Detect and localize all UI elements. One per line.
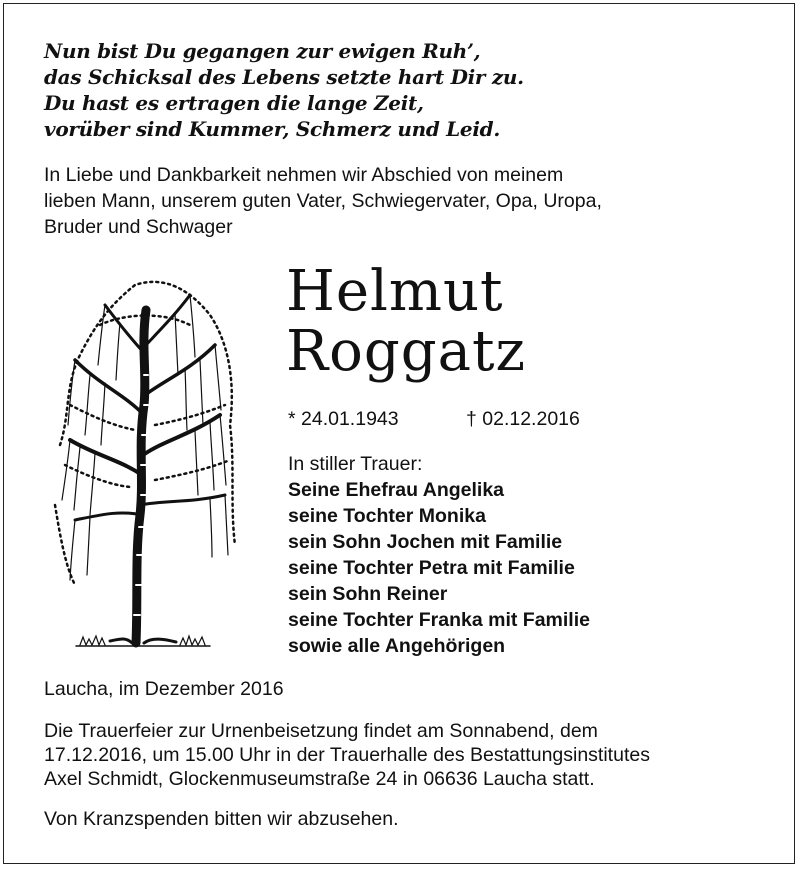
no-flowers-note: Von Kranzspenden bitten wir abzusehen.	[44, 808, 399, 830]
mourner: sein Sohn Reiner	[288, 583, 448, 605]
intro-line: lieben Mann, unserem guten Vater, Schwiegervater, Opa, Uropa,	[44, 190, 602, 212]
intro-line: Bruder und Schwager	[44, 216, 233, 238]
intro-line: In Liebe und Dankbarkeit nehmen wir Abschied von meinem	[44, 164, 564, 186]
first-name: Helmut	[286, 259, 504, 324]
mourner: seine Tochter Monika	[288, 505, 486, 527]
mourner: sowie alle Angehörigen	[288, 635, 506, 657]
place-date: Laucha, im Dezember 2016	[44, 678, 284, 700]
funeral-line: 17.12.2016, um 15.00 Uhr in der Trauerhalle des Bestattungsinstitutes	[44, 744, 650, 766]
mourner: seine Tochter Petra mit Familie	[288, 557, 575, 579]
poem-line: vorüber sind Kummer, Schmerz und Leid.	[44, 117, 501, 141]
poem	[44, 38, 524, 142]
mourners-heading: In stiller Trauer:	[288, 453, 423, 475]
mourner: Seine Ehefrau Angelika	[288, 479, 505, 501]
poem-line: Du hast es ertragen die lange Zeit,	[44, 91, 424, 115]
poem-line: Nun bist Du gegangen zur ewigen Ruh’,	[44, 39, 481, 63]
mourners-list	[288, 451, 590, 659]
birch-tree-icon	[40, 265, 250, 650]
funeral-line: Die Trauerfeier zur Urnenbeisetzung findet am Sonnabend, dem	[44, 720, 598, 742]
intro-text	[44, 162, 764, 240]
mourner: seine Tochter Franka mit Familie	[288, 609, 590, 631]
life-dates	[288, 406, 708, 432]
mourner: sein Sohn Jochen mit Familie	[288, 531, 563, 553]
funeral-info	[44, 719, 774, 791]
birth-date: * 24.01.1943	[288, 408, 399, 430]
funeral-line: Axel Schmidt, Glockenmuseumstraße 24 in 06636 Laucha statt.	[44, 768, 595, 790]
death-date: † 02.12.2016	[466, 408, 580, 430]
poem-line: das Schicksal des Lebens setzte hart Dir zu.	[44, 65, 524, 89]
last-name: Roggatz	[286, 319, 526, 384]
deceased-name	[286, 259, 526, 384]
